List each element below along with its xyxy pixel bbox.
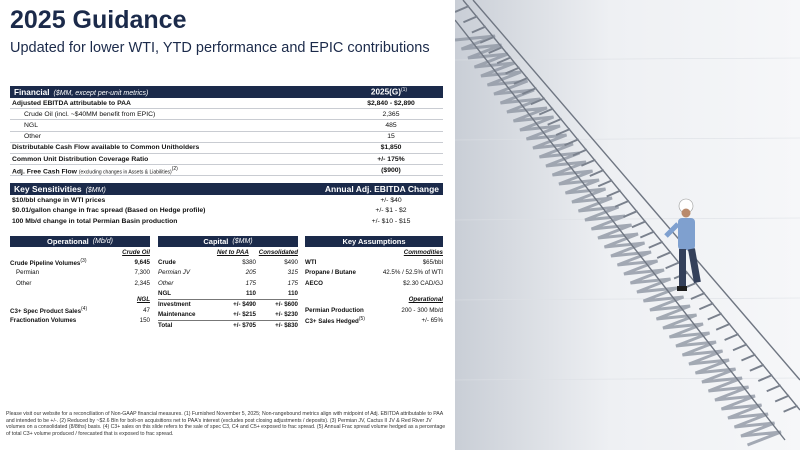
table-row xyxy=(305,257,443,267)
financial-header-note: ($MM, except per-unit metrics) xyxy=(53,89,149,97)
table-row xyxy=(158,268,298,278)
row-label: Adj. Free Cash Flow xyxy=(12,167,77,175)
row-value: 2,365 xyxy=(382,110,400,118)
row-label: Other xyxy=(24,133,41,141)
capital-header-note: ($MM) xyxy=(232,238,253,245)
row-label: Other xyxy=(158,279,174,287)
row-label: $10/bbl change in WTI prices xyxy=(12,196,106,204)
row-label: Permian xyxy=(16,269,40,277)
row-value: 7,300 xyxy=(134,269,150,277)
row-value: 200 - 300 Mb/d xyxy=(401,306,443,314)
commodities-colhead: Commodities xyxy=(403,248,443,256)
row-label: Common Unit Distribution Coverage Ratio xyxy=(12,155,149,163)
table-row xyxy=(10,268,150,278)
row-value: +/- $10 - $15 xyxy=(371,217,411,225)
row-value-consolidated: 315 xyxy=(287,269,298,277)
row-label: NGL xyxy=(158,290,172,298)
table-row xyxy=(10,195,443,206)
row-value: 485 xyxy=(385,121,397,129)
capital-panel xyxy=(158,236,298,330)
row-label: C3+ Sales Hedged xyxy=(305,318,359,326)
row-label: C3+ Spec Product Sales xyxy=(10,307,82,315)
row-value-net: +/- $490 xyxy=(233,301,256,309)
table-row xyxy=(10,98,443,109)
row-label: Propane / Butane xyxy=(305,269,356,277)
table-row xyxy=(158,320,298,330)
row-value-consolidated: $490 xyxy=(284,259,298,267)
operational-panel xyxy=(10,236,150,326)
row-sup: (5) xyxy=(358,316,365,322)
assumptions-header-label: Key Assumptions xyxy=(342,237,406,246)
row-label: Crude xyxy=(158,259,176,267)
row-value: 2,345 xyxy=(134,279,150,287)
row-label: Crude Pipeline Volumes xyxy=(10,260,81,268)
table-row xyxy=(158,278,298,288)
row-value: 9,645 xyxy=(134,259,150,267)
table-row xyxy=(10,109,443,120)
financial-header-col: 2025(G) xyxy=(370,87,401,97)
assumptions-header xyxy=(305,236,443,247)
sensitivities-table xyxy=(10,183,443,227)
table-row xyxy=(10,315,150,325)
assumptions-panel xyxy=(305,236,443,326)
row-note: (excluding changes in Assets & Liabilities) xyxy=(78,168,172,175)
row-value-consolidated: 110 xyxy=(288,290,298,298)
row-value-consolidated: 175 xyxy=(287,279,298,287)
row-label: Maintenance xyxy=(158,311,196,319)
page-title: 2025 Guidance xyxy=(10,6,187,34)
page-subtitle: Updated for lower WTI, YTD performance and EPIC contributions xyxy=(10,40,430,56)
footnote: Please visit our website for a reconciliation of Non-GAAP financial measures. (1) Furnished November 5, 2025; Non-rangebound metrics align with midpoint of Adj. EBITDA attributable to PAA and intended to be +/-. (2) Reduced by ~$2.6 Bln for bolt-on acquisitions net to PAA's interest (excludes post closing adjustments / deposits). (3) Permian JV, Cactus II JV & Red River JV volumes on a consolidated (8/8ths) basis. (4) C3+ sales on this slide refers to the sale of spec C3, C4 and C5+ exposed to frac spread. (5) Annual Frac spread volume hedged as a percentage of total C3+ volume produced / forecasted that is exposed to frac spread. xyxy=(6,411,446,437)
row-value-consolidated: +/- $830 xyxy=(275,321,298,329)
row-value: +/- 175% xyxy=(377,155,405,163)
row-label: Permian Production xyxy=(305,306,364,314)
sensitivities-header-col: Annual Adj. EBITDA Change xyxy=(324,184,439,194)
row-value-consolidated: +/- $600 xyxy=(275,301,298,309)
row-label: Investment xyxy=(158,301,191,309)
table-row xyxy=(305,268,443,278)
tank-staircase-photo xyxy=(455,0,800,450)
row-label: Permian JV xyxy=(158,269,190,277)
row-value: 47 xyxy=(143,306,150,314)
operational-header-label: Operational xyxy=(47,237,89,246)
row-label: Adjusted EBITDA attributable to PAA xyxy=(12,99,131,107)
row-label: WTI xyxy=(305,259,317,267)
row-value-net: $380 xyxy=(242,259,256,267)
row-sup: (2) xyxy=(171,165,178,172)
operational-header-note: (Mb/d) xyxy=(92,238,113,245)
row-value: $2.30 CAD/GJ xyxy=(403,279,443,287)
row-value-net: 110 xyxy=(246,290,256,298)
row-value: $1,850 xyxy=(380,144,402,152)
tank-illustration xyxy=(455,0,800,450)
row-value: 15 xyxy=(387,133,395,141)
row-sup: (4) xyxy=(81,305,88,312)
table-row xyxy=(305,305,443,315)
row-label: $0.01/gallon change in frac spread (Based on Hedge profile) xyxy=(12,207,206,215)
row-label: Other xyxy=(16,279,32,287)
row-label: NGL xyxy=(24,121,38,129)
row-value-net: 175 xyxy=(245,279,256,287)
row-value: ($900) xyxy=(381,166,401,174)
row-label: Distributable Cash Flow available to Common Unitholders xyxy=(12,144,200,152)
table-row xyxy=(10,132,443,143)
capital-header xyxy=(158,236,298,247)
row-value: $65/bbl xyxy=(422,259,443,267)
row-value-consolidated: +/- $230 xyxy=(275,311,298,319)
capital-header-label: Capital xyxy=(203,237,229,246)
row-label: 100 Mb/d change in total Permian Basin production xyxy=(12,217,178,225)
row-label: Fractionation Volumes xyxy=(10,317,77,325)
sensitivities-header-label: Key Sensitivities xyxy=(14,184,82,194)
row-value-net: +/- $705 xyxy=(233,321,256,329)
row-sup: (3) xyxy=(80,258,87,265)
table-row xyxy=(158,289,298,299)
row-value: +/- 65% xyxy=(421,317,443,325)
ngl-colhead: NGL xyxy=(136,296,150,304)
operational-colhead: Operational xyxy=(408,296,443,304)
table-row xyxy=(10,165,443,176)
table-row xyxy=(10,120,443,131)
row-value: +/- $1 - $2 xyxy=(375,207,407,215)
financial-header-label: Financial xyxy=(14,87,50,97)
sensitivities-header-note: ($MM) xyxy=(85,187,106,194)
worker-shirt xyxy=(678,218,695,250)
table-row xyxy=(305,278,443,288)
row-value: +/- $40 xyxy=(380,196,402,204)
table-row xyxy=(158,257,298,267)
table-row xyxy=(10,143,443,154)
table-row xyxy=(10,206,443,217)
financial-header-sup: (1) xyxy=(400,87,408,94)
row-value-net: +/- $215 xyxy=(233,311,256,319)
table-row xyxy=(10,154,443,165)
table-row xyxy=(10,305,150,315)
consolidated-colhead: Consolidated xyxy=(258,248,298,256)
row-label: Crude Oil (incl. ~$40MM benefit from EPIC) xyxy=(24,110,156,118)
row-value-net: 205 xyxy=(245,269,256,277)
row-value: $2,840 - $2,890 xyxy=(367,99,415,107)
sensitivities-header xyxy=(10,183,443,195)
row-label: Total xyxy=(158,321,173,329)
operational-header xyxy=(10,236,150,247)
row-value: 150 xyxy=(139,317,150,325)
table-row xyxy=(158,299,298,309)
row-label: AECO xyxy=(305,279,323,287)
table-row xyxy=(10,278,150,288)
net-to-paa-colhead: Net to PAA xyxy=(216,248,249,256)
table-row xyxy=(305,315,443,325)
row-value: 42.5% / 52.5% of WTI xyxy=(382,269,443,277)
table-row xyxy=(158,309,298,319)
capital-rows xyxy=(158,257,298,330)
crude-oil-colhead: Crude Oil xyxy=(122,248,150,256)
table-row xyxy=(10,216,443,227)
table-row xyxy=(10,257,150,267)
financial-table xyxy=(10,86,443,176)
financial-header xyxy=(10,86,443,98)
